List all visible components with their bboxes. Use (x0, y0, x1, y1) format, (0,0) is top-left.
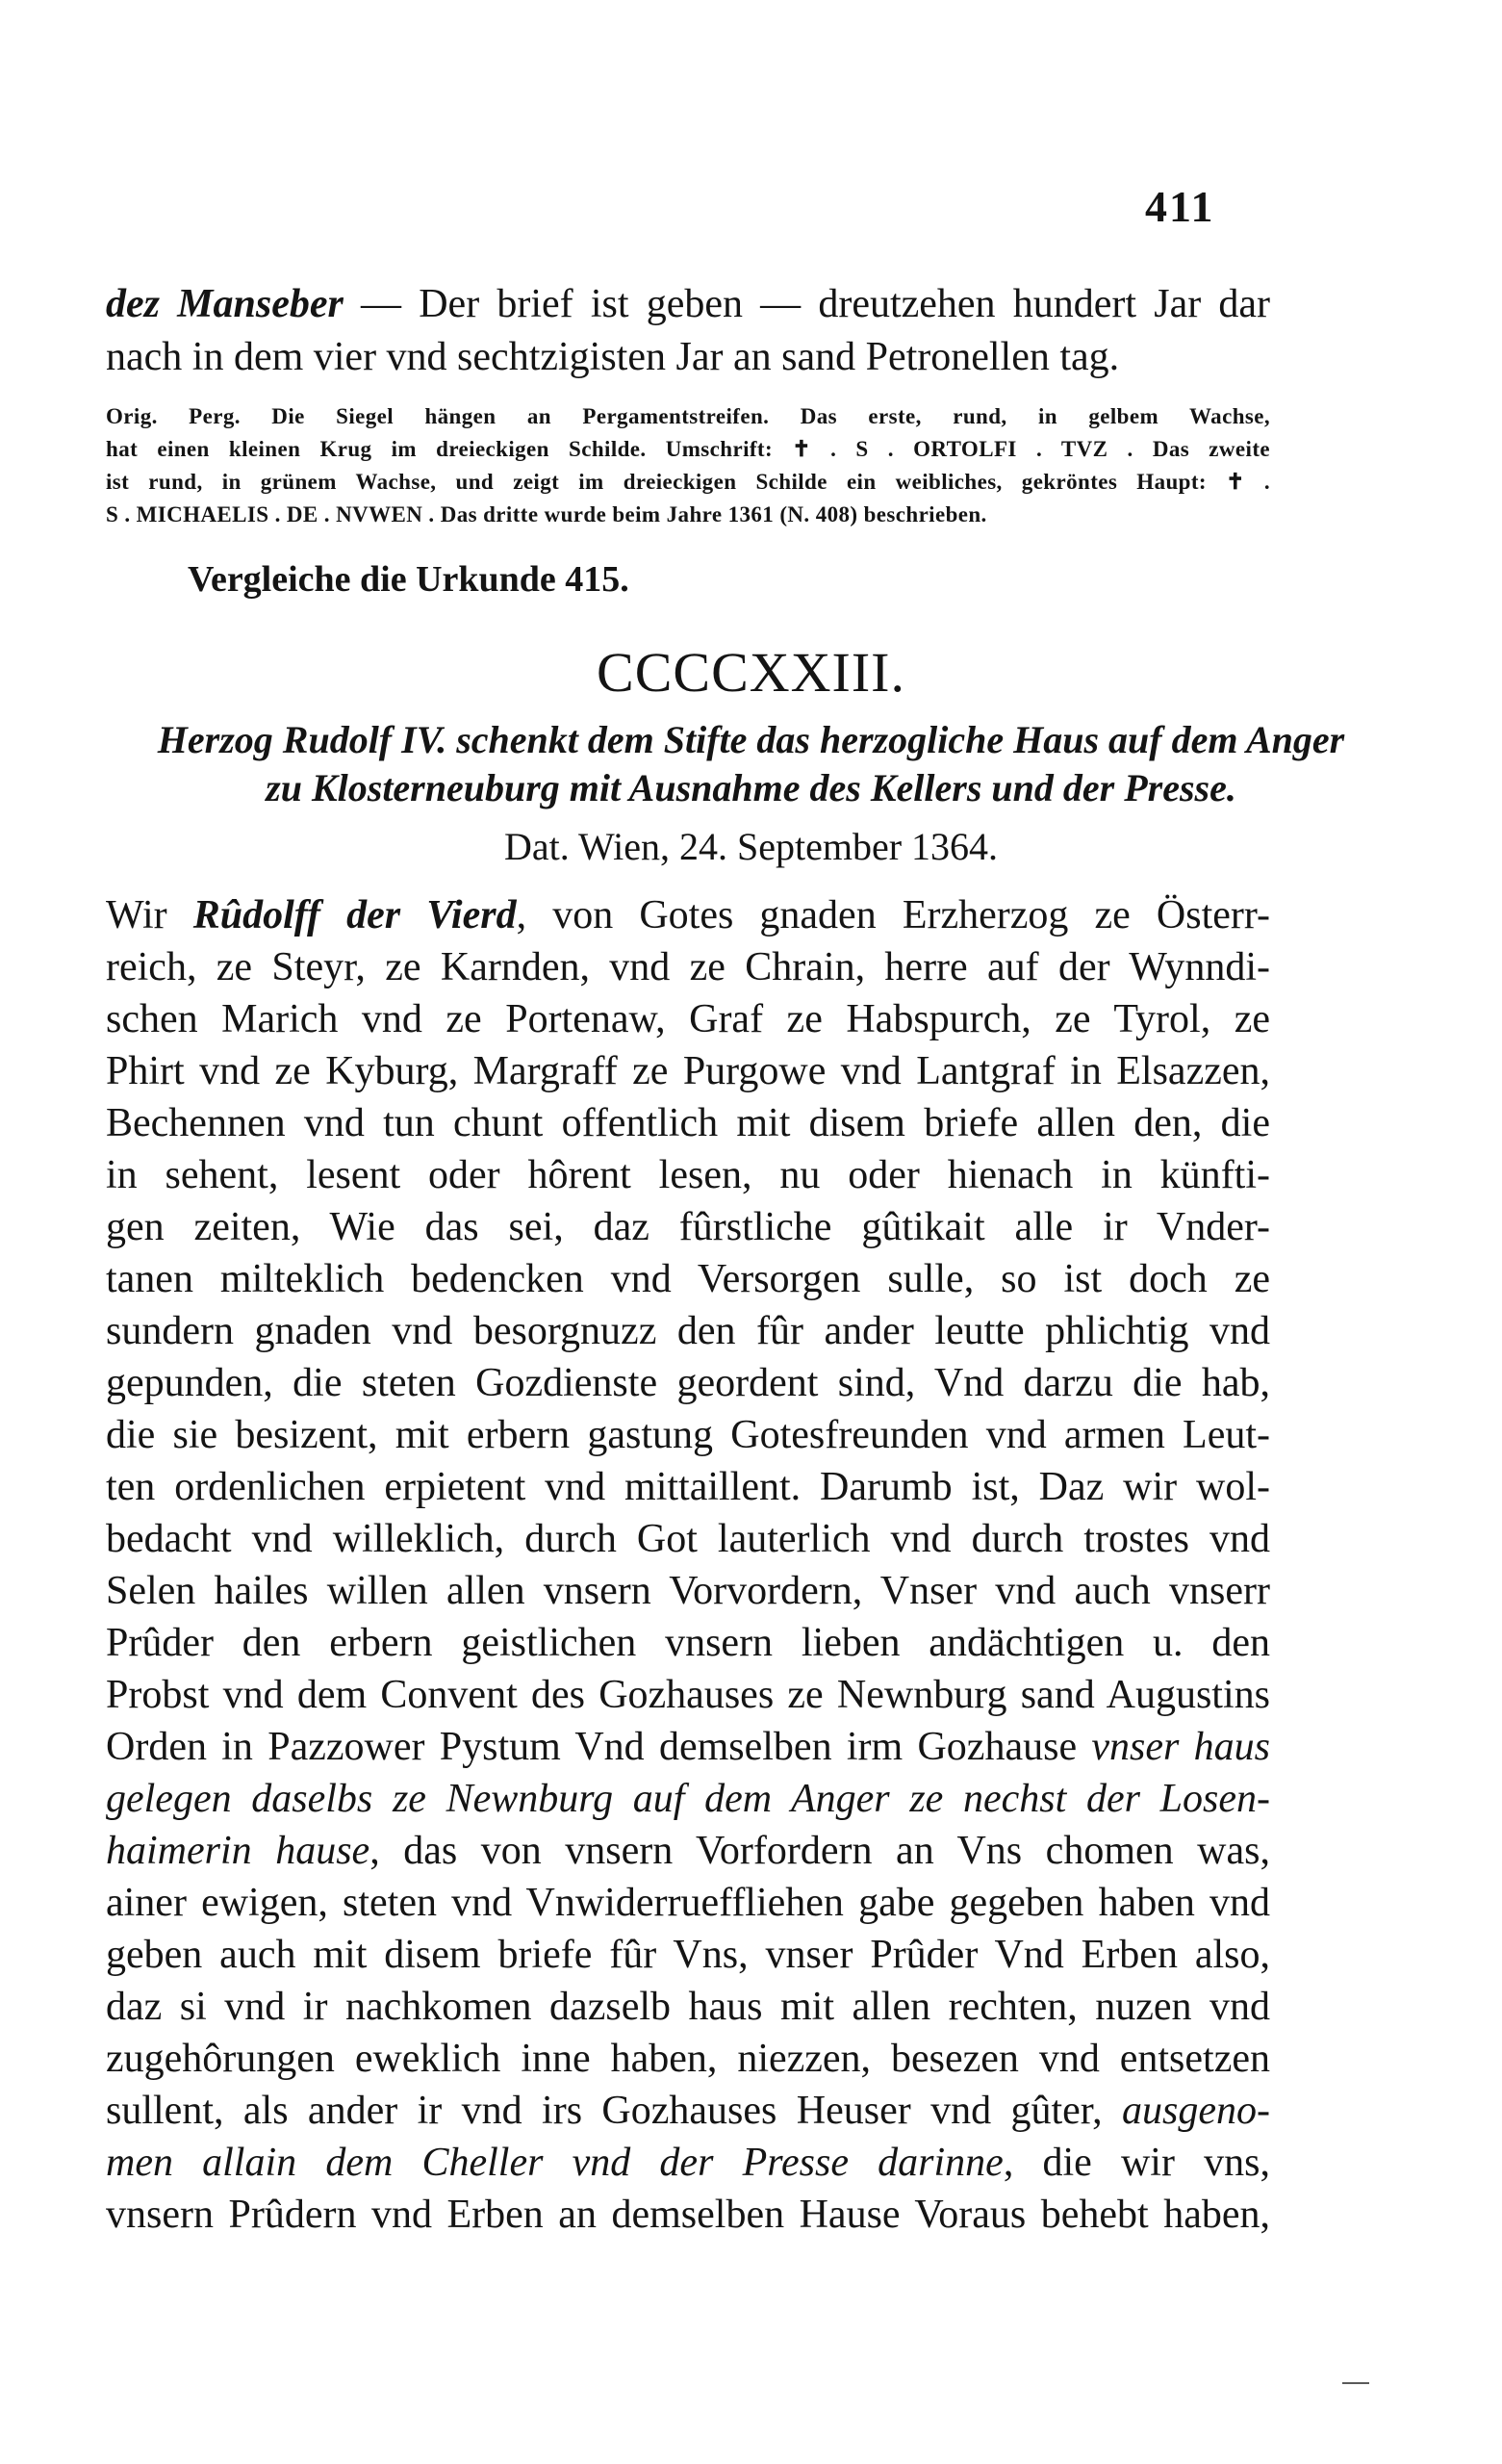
note-line-1: Orig. Perg. Die Siegel hängen an Pergamentstreifen. Das erste, rund, in gelbem Wachse, (106, 404, 1270, 428)
body-line-16: Probst vnd dem Convent des Gozhauses ze Newnburg sand Augustins (106, 1673, 1270, 1717)
document-number: CCCCXXIII. (597, 641, 905, 704)
body-line-15: Prûder den erbern geistlichen vnsern lieben andächtigen u. den (106, 1621, 1270, 1665)
dateline: Dat. Wien, 24. September 1364. (503, 825, 999, 868)
body-line-12: ten ordenlichen erpietent vnd mittaillent. Darumb ist, Daz wir wol- (106, 1465, 1270, 1509)
body-line-13: bedacht vnd willeklich, durch Got lauterlich vnd durch trostes vnd (106, 1517, 1270, 1561)
body-line-26: vnsern Prûdern vnd Erben an demselben Hause Voraus behebt haben, (106, 2193, 1270, 2237)
summary-line-2: zu Klosterneuburg mit Ausnahme des Kellers und der Presse. (266, 766, 1236, 809)
body-line-24: sullent, als ander ir vnd irs Gozhauses Heuser vnd gûter, ausgeno- (106, 2089, 1270, 2133)
body-line-20: ainer ewigen, steten vnd Vnwiderrueffliehen gabe gegeben haben vnd (106, 1881, 1270, 1925)
reference-note: Vergleiche die Urkunde 415. (188, 559, 629, 600)
text-line-top-2: nach in dem vier vnd sechtzigisten Jar an sand Petronellen tag. (106, 335, 1120, 379)
body-line-1: Wir Rûdolff der Vierd, von Gotes gnaden Erzherzog ze Österr- (106, 893, 1270, 937)
body-line-25: men allain dem Cheller vnd der Presse darinne, die wir vns, (106, 2141, 1270, 2185)
body-line-23: zugehôrungen eweklich inne haben, niezzen, besezen vnd entsetzen (106, 2037, 1270, 2081)
note-line-4: S . MICHAELIS . DE . NVWEN . Das dritte wurde beim Jahre 1361 (N. 408) beschrieben. (106, 502, 987, 526)
body-line-22: daz si vnd ir nachkomen dazselb haus mit allen rechten, nuzen vnd (106, 1985, 1270, 2029)
body-line-19: haimerin hause, das von vnsern Vorfordern an Vns chomen was, (106, 1829, 1270, 1873)
body-line-17: Orden in Pazzower Pystum Vnd demselben irm Gozhause vnser haus (106, 1725, 1271, 1769)
body-line-8: tanen milteklich bedencken vnd Versorgen sulle, so ist doch ze (106, 1257, 1270, 1301)
body-line-10: gepunden, die steten Gozdienste geordent sind, Vnd darzu die hab, (106, 1361, 1270, 1405)
italic-name: Rûdolff der Vierd (192, 893, 517, 937)
body-line-3: schen Marich vnd ze Portenaw, Graf ze Habspurch, ze Tyrol, ze (106, 997, 1270, 1041)
body-line-5: Bechennen vnd tun chunt offentlich mit disem briefe allen den, die (106, 1101, 1270, 1145)
body-line-11: die sie besizent, mit erbern gastung Gotesfreunden vnd armen Leut- (106, 1413, 1270, 1457)
body-line-9: sundern gnaden vnd besorgnuzz den fûr ander leutte phlichtig vnd (106, 1309, 1270, 1353)
body-line-14: Selen hailes willen allen vnsern Vorvordern, Vnser vnd auch vnserr (106, 1569, 1270, 1613)
italic-name: dez Manseber (106, 282, 344, 326)
body-line-2: reich, ze Steyr, ze Karnden, vnd ze Chrain, herre auf der Wynndi- (106, 945, 1270, 989)
body-line-21: geben auch mit disem briefe fûr Vns, vnser Prûder Vnd Erben also, (106, 1933, 1270, 1977)
scan-mark (1342, 2382, 1369, 2384)
body-line-7: gen zeiten, Wie das sei, daz fûrstliche gûtikait alle ir Vnder- (106, 1205, 1270, 1249)
note-line-3: ist rund, in grünem Wachse, und zeigt im dreieckigen Schilde ein weibliches, gekröntes Haupt: ✝ . (106, 470, 1270, 494)
body-line-18: gelegen daselbs ze Newnburg auf dem Anger ze nechst der Losen- (106, 1777, 1270, 1821)
body-line-6: in sehent, lesent oder hôrent lesen, nu oder hienach in künfti- (106, 1153, 1270, 1197)
note-line-2: hat einen kleinen Krug im dreieckigen Schilde. Umschrift: ✝ . S . ORTOLFI . TVZ . Das zweite (106, 437, 1270, 461)
page-number: 411 (1145, 182, 1215, 231)
body-line-4: Phirt vnd ze Kyburg, Margraff ze Purgowe vnd Lantgraf in Elsazzen, (106, 1049, 1270, 1093)
text-line-top-1: dez Manseber — Der brief ist geben — dreutzehen hundert Jar dar (106, 282, 1271, 326)
summary-line-1: Herzog Rudolf IV. schenkt dem Stifte das herzogliche Haus auf dem Anger (157, 718, 1345, 761)
